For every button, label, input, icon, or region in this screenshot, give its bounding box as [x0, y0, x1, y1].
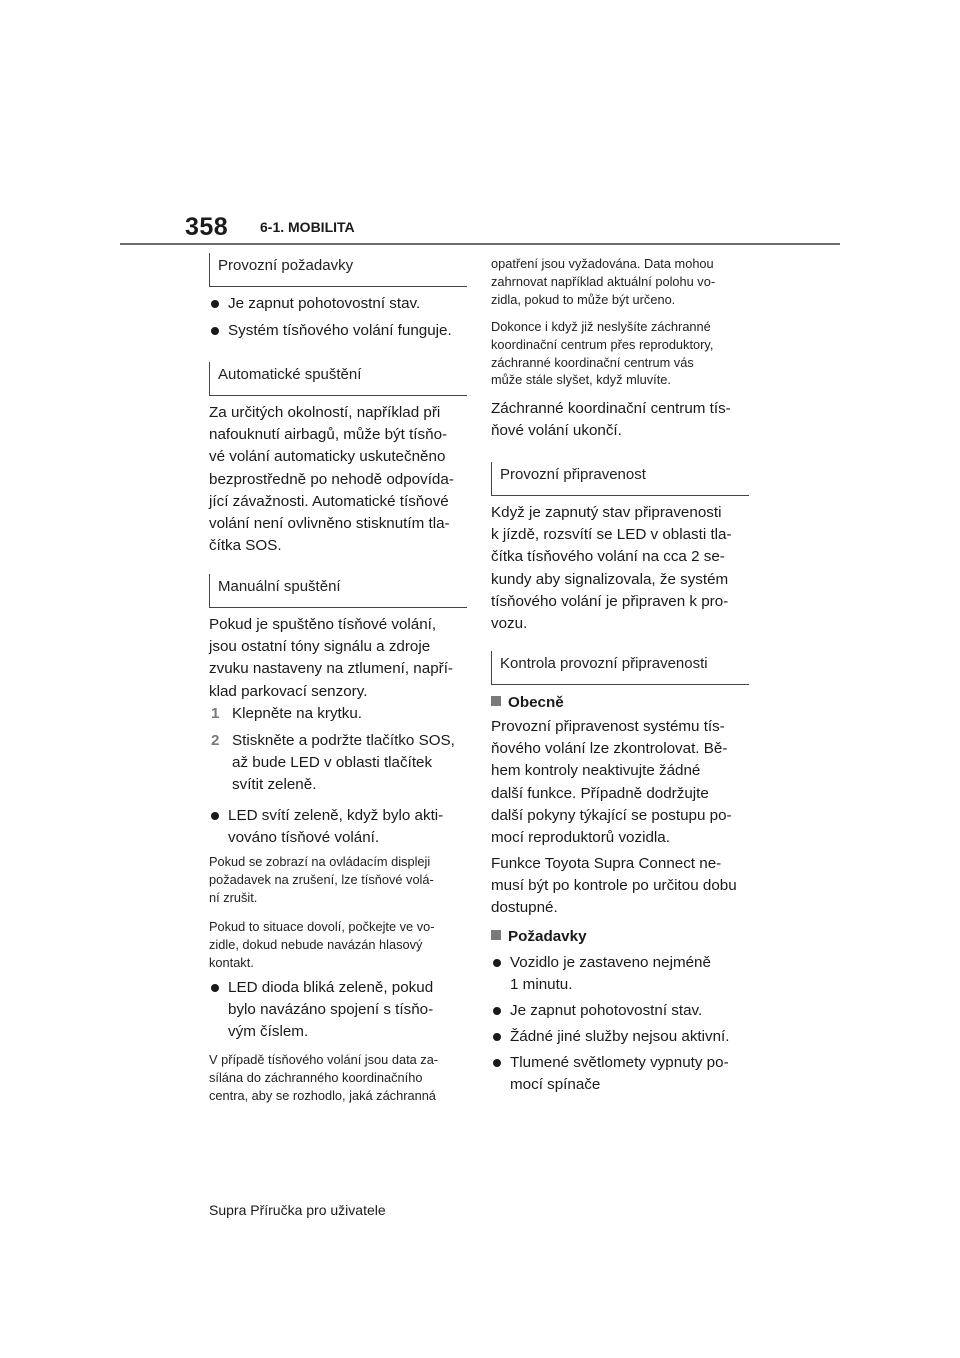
square-marker-icon: [491, 696, 501, 706]
bullet-dot: [493, 1007, 501, 1015]
bullet-standby: Je zapnut pohotovostní stav.: [209, 293, 471, 315]
bullet-system-works: Systém tísňového volání funguje.: [209, 320, 471, 342]
page-number: 358: [185, 213, 229, 241]
subheading-requirements: Požadavky: [491, 926, 587, 948]
paragraph-call-end: Záchranné koordinační centrum tís- ňové volání ukončí.: [491, 400, 731, 440]
heading-readiness: Provozní připravenost: [491, 462, 749, 496]
bullet-led-green: LED svítí zeleně, když bylo akti- vováno tísňové volání.: [209, 805, 471, 849]
note-wait: Pokud to situace dovolí, počkejte ve vo- zidle, dokud nebude navázán hlasový kontakt.: [209, 919, 435, 970]
section-title: 6-1. MOBILITA: [260, 219, 355, 235]
heading-operating-requirements: Provozní požadavky: [209, 253, 467, 287]
bullet-standby-on: Je zapnut pohotovostní stav.: [491, 1000, 753, 1022]
bullet-dot: [211, 812, 219, 820]
bullet-dot: [493, 1059, 501, 1067]
paragraph-readiness: Když je zapnutý stav připravenosti k jízdě, rozsvítí se LED v oblasti tla- čítka tísňového volání na cca 2 se- kundy aby signalizovala, že systém tísňového volání je připraven k pro- vozu.: [491, 504, 732, 633]
bullet-dot: [211, 327, 219, 335]
paragraph-manual: Pokud je spuštěno tísňové volání, jsou ostatní tóny signálu a zdroje zvuku nastaveny na ztlumení, napří- klad parkovací senzory.: [209, 616, 453, 700]
header-rule: [120, 243, 840, 245]
step-1: 1 Klepněte na krytku.: [211, 705, 363, 722]
heading-manual-start: Manuální spuštění: [209, 574, 467, 608]
bullet-dot: [493, 959, 501, 967]
paragraph-general: Provozní připravenost systému tís- ňového volání lze zkontrolovat. Bě- hem kontroly neaktivujte žádné další funkce. Případně dodržujte další pokyny týkající se postupu po- mocí reproduktorů vozidla.: [491, 718, 732, 847]
bullet-no-services: Žádné jiné služby nejsou aktivní.: [491, 1026, 753, 1048]
bullet-dot: [493, 1033, 501, 1041]
bullet-vehicle-stopped: Vozidlo je zastaveno nejméně 1 minutu.: [491, 952, 753, 996]
heading-automatic-start: Automatické spuštění: [209, 362, 467, 396]
bullet-dot: [211, 984, 219, 992]
step-2: 2 Stiskněte a podržte tlačítko SOS, až bude LED v oblasti tlačítek svítit zeleně.: [211, 732, 455, 794]
subheading-general: Obecně: [491, 692, 564, 714]
bullet-led-blinks: LED dioda bliká zeleně, pokud bylo navázáno spojení s tísňo- vým číslem.: [209, 977, 471, 1044]
footer-manual-title: Supra Příručka pro uživatele: [209, 1202, 386, 1218]
note-data-continued: opatření jsou vyžadována. Data mohou zahrnovat například aktuální polohu vo- zidla, pokud to může být určeno.: [491, 256, 716, 307]
note-cancel: Pokud se zobrazí na ovládacím displeji požadavek na zrušení, lze tísňové volá- ní zrušit.: [209, 854, 434, 905]
bullet-low-beam-off: Tlumené světlomety vypnuty po- mocí spínače: [491, 1052, 753, 1096]
heading-readiness-check: Kontrola provozní připravenosti: [491, 651, 749, 685]
square-marker-icon: [491, 930, 501, 940]
paragraph-automatic: Za určitých okolností, například při nafouknutí airbagů, může být tísňo- vé volání automaticky uskutečněno bezprostředně po nehodě odpovída- jící závažnosti. Automatické tísňové volání není ovlivněno stisknutím tla- čítka SOS.: [209, 404, 454, 555]
note-data-sent: V případě tísňového volání jsou data za- sílána do záchranného koordinačního centra, aby se rozhodlo, jaká záchranná: [209, 1052, 439, 1103]
bullet-dot: [211, 300, 219, 308]
note-still-hear: Dokonce i když již neslyšíte záchranné koordinační centrum přes reproduktory, záchranné koordinační centrum vás může stále slyšet, když mluvíte.: [491, 319, 714, 388]
paragraph-connect: Funkce Toyota Supra Connect ne- musí být po kontrole po určitou dobu dostupné.: [491, 855, 737, 917]
